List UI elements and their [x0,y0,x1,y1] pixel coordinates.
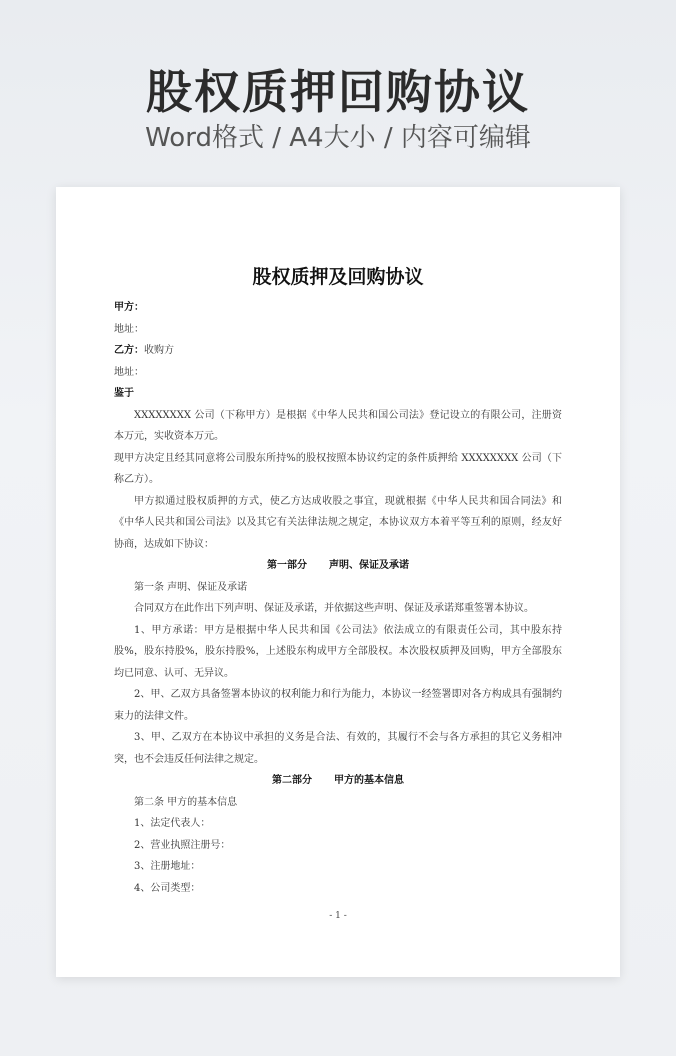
paragraph-1: XXXXXXXX 公司（下称甲方）是根据《中华人民共和国公司法》登记设立的有限公司，注册资本万元，实收资本万元。 [114,409,562,442]
whereas-heading: 鉴于 [114,388,134,399]
party-b-label: 乙方： [114,345,144,356]
party-a-label: 甲方： [114,302,144,313]
part-2-label: 第二部分 [272,775,312,786]
part-1-label: 第一部分 [267,560,307,571]
paragraph-3: 甲方拟通过股权质押的方式，使乙方达成收股之事宜，现就根据《中华人民共和国合同法》和《中华人民共和国公司法》以及其它有关法律法规之规定，本协议双方本着平等互利的原则，经友好协商，达成如下协议： [114,495,562,550]
list-item: 4、公司类型： [134,882,201,894]
party-b-address: 地址： [114,366,144,378]
list-item: 3、注册地址： [134,861,201,872]
banner-title: 股权质押回购协议 [146,65,530,119]
paragraph-6: 2、甲、乙双方具备签署本协议的权利能力和行为能力，本协议一经签署即对各方构成具有强制约束力的法律文件。 [114,689,562,722]
document-title: 股权质押及回购协议 [252,266,424,288]
document-page [56,187,620,977]
list-item: 2、营业执照注册号： [134,839,231,851]
article-1-heading: 第一条 声明、保证及承诺 [134,581,248,593]
paragraph-7: 3、甲、乙双方在本协议中承担的义务是合法、有效的，其履行不会与各方承担的其它义务相冲突，也不会违反任何法律之规定。 [114,732,562,765]
party-b-line [114,340,562,362]
document-body [114,297,562,899]
part-1-title: 声明、保证及承诺 [329,560,409,571]
party-a-address: 地址： [114,323,144,335]
part-1-heading [114,555,562,577]
part-2-title: 甲方的基本信息 [334,775,404,786]
paragraph-4: 合同双方在此作出下列声明、保证及承诺，并依据这些声明、保证及承诺郑重签署本协议。 [134,603,534,614]
part-2-heading [114,770,562,792]
list-item: 1、法定代表人： [134,818,211,829]
party-b-value: 收购方 [144,345,174,356]
paragraph-5: 1、甲方承诺：甲方是根据中华人民共和国《公司法》依法成立的有限责任公司，其中股东持股%，股东持股%，股东持股%，上述股东构成甲方全部股权。本次股权质押及回购，甲方全部股东均已同意、认可、无异议。 [114,624,562,679]
paragraph-2: 现甲方决定且经其同意将公司股东所持%的股权按照本协议约定的条件质押给 XXXXXXXX 公司（下称乙方）。 [114,452,562,485]
article-2-heading: 第二条 甲方的基本信息 [134,796,238,808]
banner-subtitle: Word格式 / A4大小 / 内容可编辑 [145,123,531,153]
page-number: - 1 - [329,911,347,921]
